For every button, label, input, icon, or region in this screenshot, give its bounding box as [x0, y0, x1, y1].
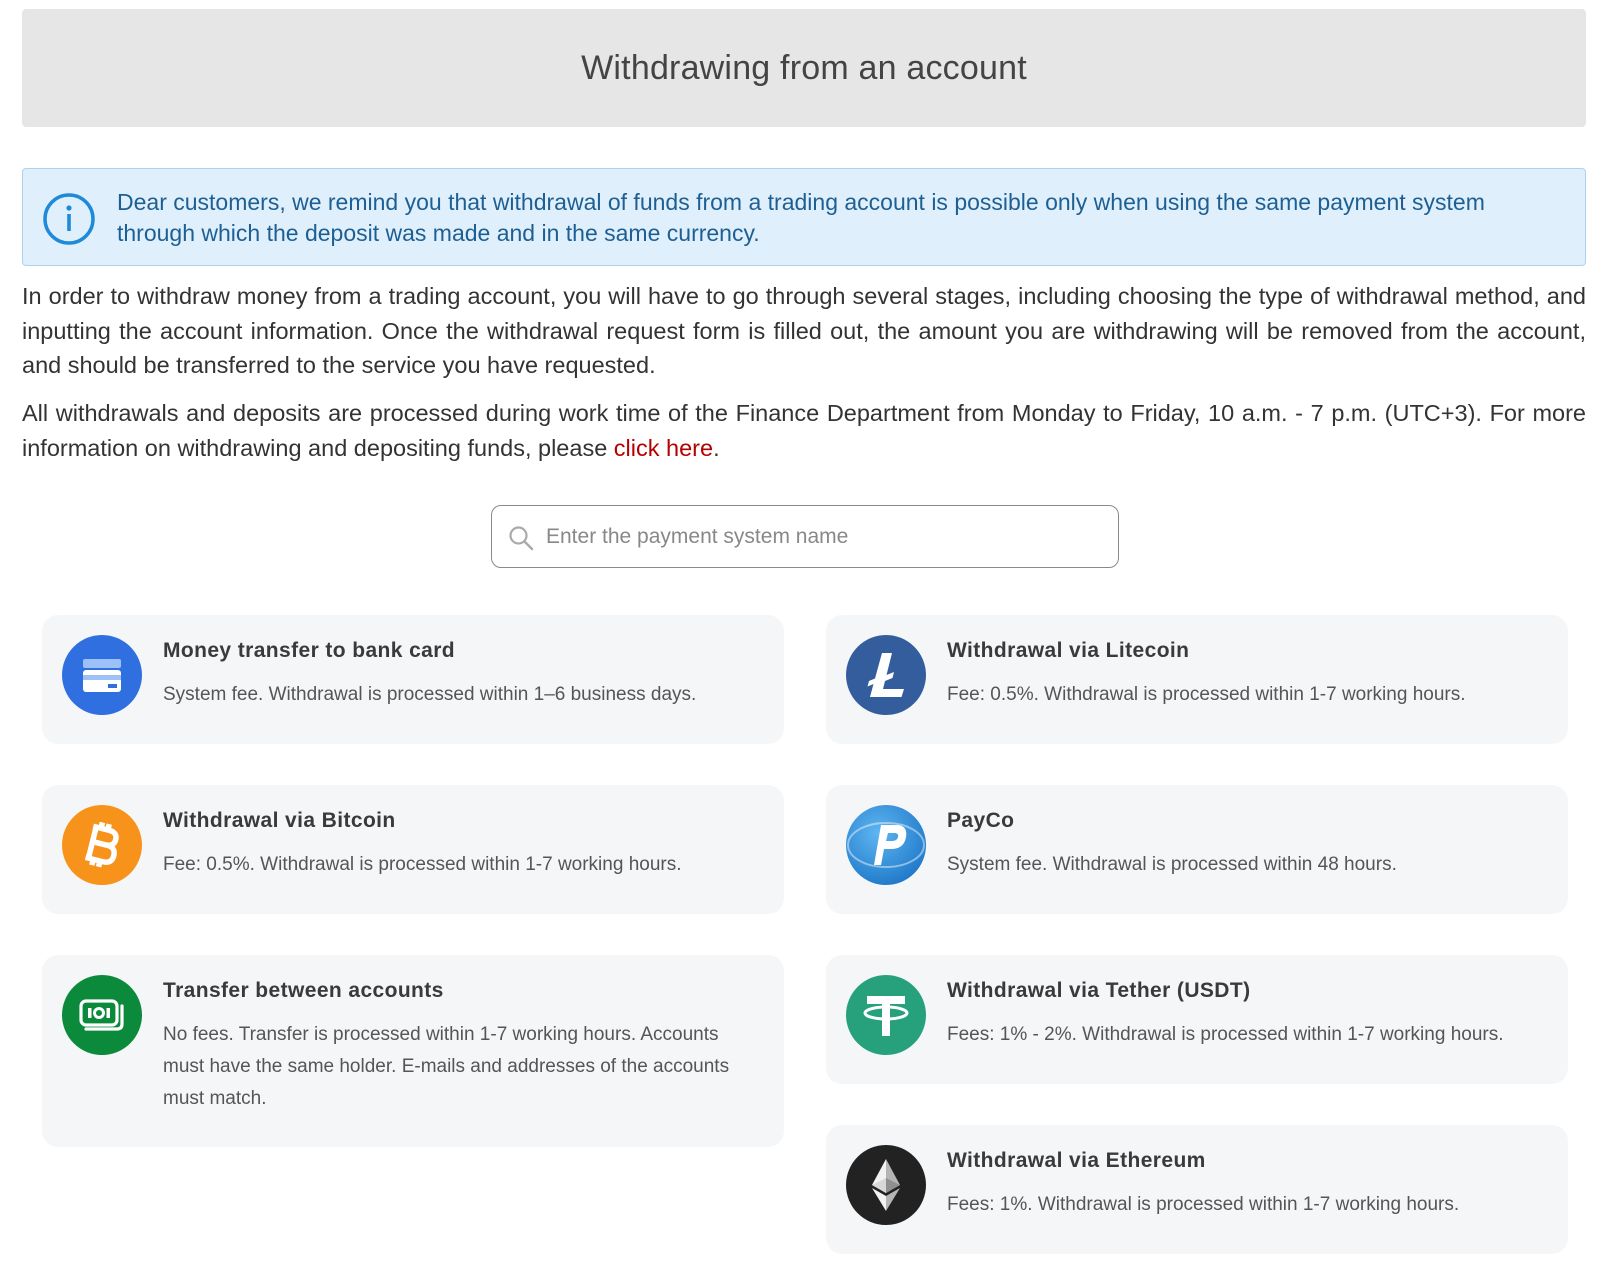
intro-paragraph: In order to withdraw money from a trading account, you will have to go through several stages, including choosing the type of withdrawal method, and inputting the account information. Once the withdrawal request form is filled out, the amount you are withdrawing will be removed from the account, and should be transferred to the service you have requested.	[22, 283, 1586, 378]
method-description: Fees: 1% - 2%. Withdrawal is processed within 1-7 working hours.	[947, 1024, 1504, 1045]
info-icon	[41, 191, 97, 247]
payco-icon	[846, 805, 926, 885]
method-title: Money transfer to bank card	[163, 639, 456, 662]
method-title: PayCo	[947, 809, 1015, 832]
tether-icon	[846, 975, 926, 1055]
search-input[interactable]	[546, 520, 1086, 554]
page-title: Withdrawing from an account	[581, 48, 1027, 87]
method-title: Withdrawal via Bitcoin	[163, 809, 396, 832]
method-card-payco[interactable]	[826, 785, 1568, 914]
method-description: System fee. Withdrawal is processed within 48 hours.	[947, 854, 1397, 875]
method-card-ethereum[interactable]	[826, 1125, 1568, 1254]
hours-text-end: .	[713, 434, 720, 461]
method-description: Fee: 0.5%. Withdrawal is processed within 1-7 working hours.	[163, 854, 682, 875]
page-header	[22, 9, 1586, 127]
method-title: Withdrawal via Litecoin	[947, 639, 1190, 662]
info-alert	[22, 168, 1586, 266]
bank-card-icon	[62, 635, 142, 715]
ethereum-icon	[846, 1145, 926, 1225]
hours-text: All withdrawals and deposits are processed during work time of the Finance Department from Monday to Friday, 10 a.m. - 7 p.m. (UTC+3). For more information on withdrawing and depositing funds, please	[22, 400, 1586, 461]
method-card-litecoin[interactable]	[826, 615, 1568, 744]
method-description: System fee. Withdrawal is processed within 1–6 business days.	[163, 684, 697, 705]
method-description: Fee: 0.5%. Withdrawal is processed within 1-7 working hours.	[947, 684, 1466, 705]
method-card-bitcoin[interactable]	[42, 785, 784, 914]
payment-search	[491, 505, 1119, 568]
hours-paragraph	[22, 396, 1586, 465]
method-title: Withdrawal via Ethereum	[947, 1149, 1206, 1172]
alert-text: Dear customers, we remind you that withdrawal of funds from a trading account is possible only when using the same payment system through which the deposit was made and in the same currency.	[117, 189, 1485, 246]
search-icon	[508, 525, 534, 551]
bitcoin-icon	[62, 805, 142, 885]
method-card-transfer-accounts[interactable]	[42, 955, 784, 1147]
litecoin-icon	[846, 635, 926, 715]
method-title: Withdrawal via Tether (USDT)	[947, 979, 1251, 1002]
method-title: Transfer between accounts	[163, 979, 444, 1002]
method-card-bank-card[interactable]	[42, 615, 784, 744]
method-description: No fees. Transfer is processed within 1-7 working hours. Accounts must have the same holder. E-mails and addresses of the accounts must match.	[163, 1024, 730, 1109]
transfer-accounts-icon	[62, 975, 142, 1055]
method-description: Fees: 1%. Withdrawal is processed within 1-7 working hours.	[947, 1194, 1460, 1215]
click-here-link[interactable]: click here	[613, 434, 714, 461]
method-card-tether[interactable]	[826, 955, 1568, 1084]
